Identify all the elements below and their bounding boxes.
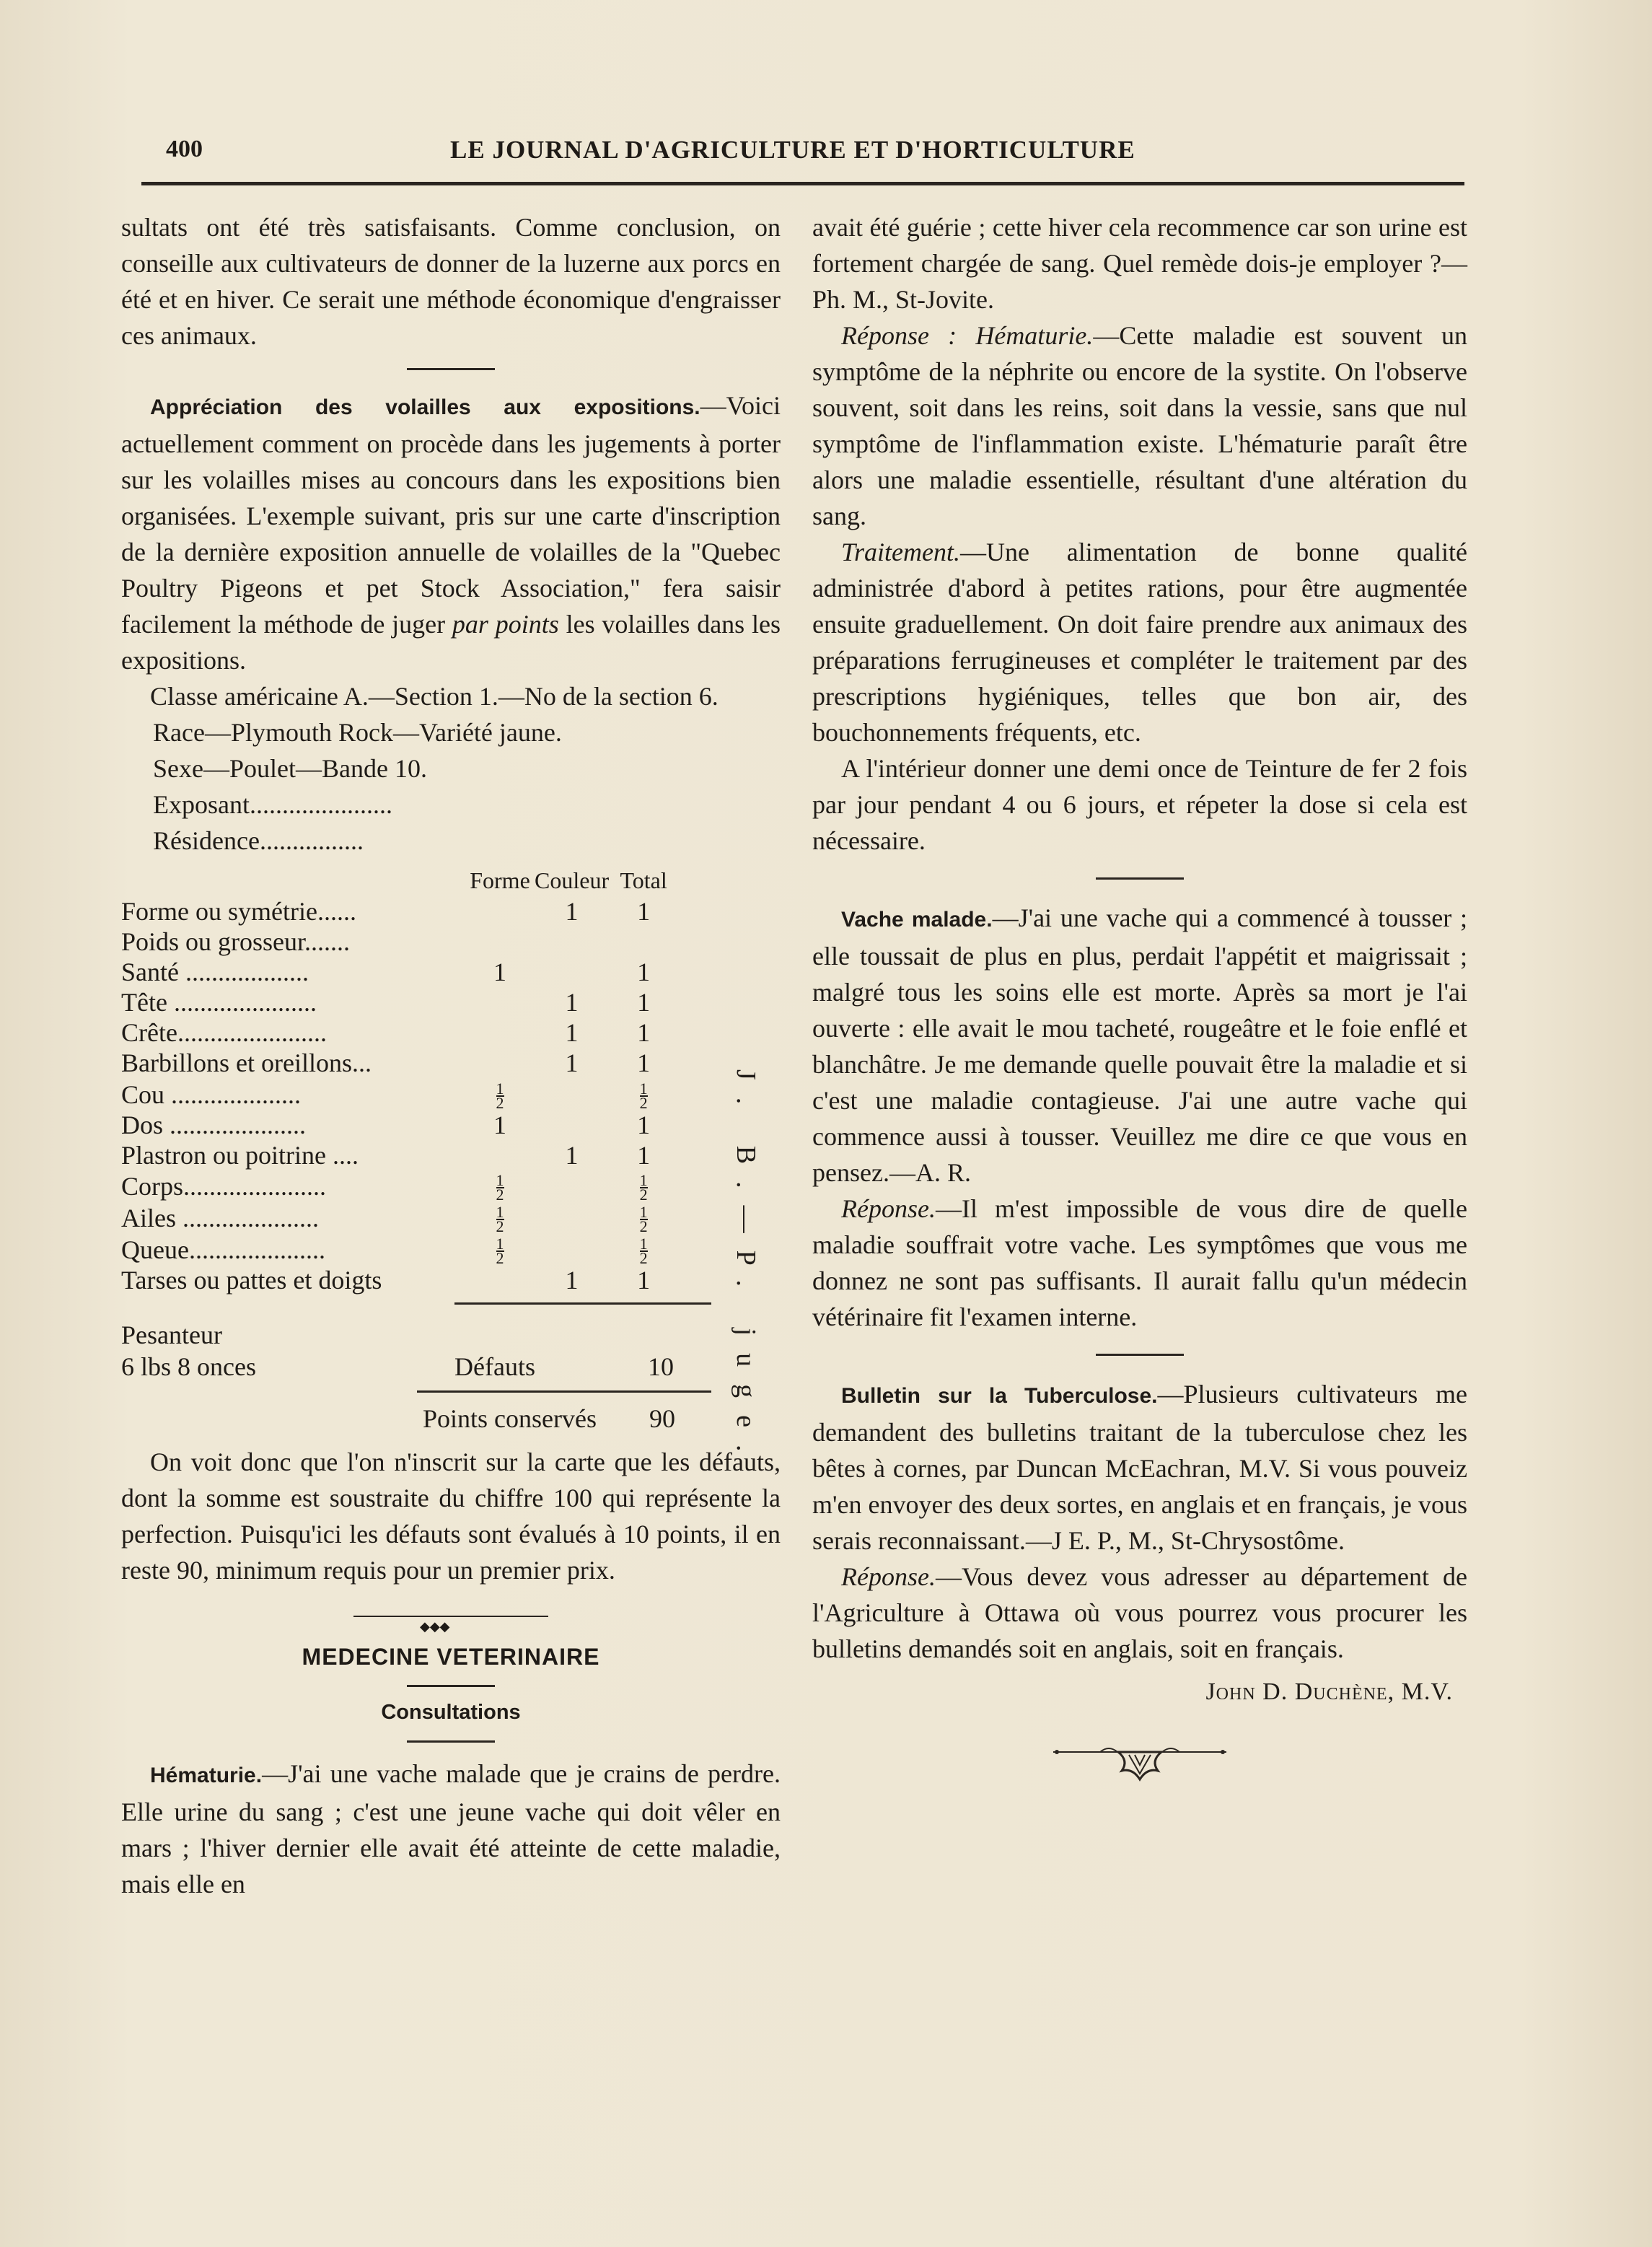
fraction-half: $\frac{1}{2}$ — [639, 1079, 648, 1112]
score-couleur: 1 — [565, 1140, 579, 1170]
bulletin-reponse-label: Réponse. — [841, 1562, 936, 1591]
score-forme — [466, 896, 534, 927]
header-total: Total — [620, 867, 667, 893]
exposant-line: Exposant...................... — [153, 790, 392, 819]
score-total: 1 — [637, 1018, 651, 1047]
score-row-label: Cou .................... — [121, 1079, 302, 1109]
score-row — [121, 1170, 677, 1202]
score-forme — [466, 987, 534, 1017]
score-total — [610, 927, 677, 957]
score-couleur — [534, 957, 610, 987]
score-couleur — [534, 927, 610, 957]
weight-value: 6 lbs 8 onces — [121, 1352, 256, 1381]
score-row — [121, 1078, 677, 1110]
score-row — [121, 896, 677, 927]
score-forme: 1 — [493, 958, 506, 986]
score-row — [121, 1110, 677, 1140]
ornament-divider — [353, 1616, 548, 1634]
subsection-title: Consultations — [381, 1700, 521, 1724]
total-rule — [417, 1390, 711, 1393]
score-row — [121, 987, 677, 1017]
title-rule — [407, 1685, 495, 1687]
signature: John D. Duchène, M.V. — [1205, 1678, 1453, 1705]
judge-text: J. B.—P. juge. — [731, 1069, 761, 1469]
separator-rule-3 — [1096, 1354, 1184, 1356]
score-row — [121, 1048, 677, 1078]
score-couleur — [534, 1170, 610, 1202]
page-number: 400 — [166, 136, 203, 162]
bulletin-heading: Bulletin sur la Tuberculose. — [841, 1384, 1158, 1408]
header-rule — [141, 182, 1464, 185]
score-row — [121, 1140, 677, 1170]
score-total — [610, 1078, 677, 1110]
score-row — [121, 1201, 677, 1233]
score-couleur — [534, 1078, 610, 1110]
vache-paragraph — [812, 900, 1467, 1191]
fraction-half: $\frac{1}{2}$ — [496, 1171, 504, 1204]
vache-reponse-text: —Il m'est impossible de vous dire de quelle maladie souffrait votre vache. Les symptômes que vous me donnez ne sont pas suffisants. Il aurait fallu qu'un médecin vétérinaire fit l'examen interne. — [812, 1194, 1467, 1331]
score-row-label: Crête....................... — [121, 1018, 327, 1047]
score-row-label: Forme ou symétrie...... — [121, 897, 356, 926]
ornament-glyph: ◆◆◆ — [420, 1619, 450, 1634]
separator-rule-2 — [1096, 877, 1184, 880]
bulletin-paragraph — [812, 1376, 1467, 1559]
score-row-label: Ailes ..................... — [121, 1204, 319, 1233]
score-total — [610, 1233, 677, 1265]
intro-paragraph: sultats ont été très satisfaisants. Comme conclusion, on conseille aux cultivateurs de donner de la luzerne aux porcs en été et en hiver. Ce serait une méthode économique d'engraisser ces animaux. — [121, 213, 781, 350]
score-couleur: 1 — [565, 988, 579, 1017]
vache-heading: Vache malade. — [841, 908, 993, 932]
pesanteur-label: Pesanteur — [121, 1320, 222, 1349]
score-couleur — [534, 1201, 610, 1233]
section-title: MEDECINE VETERINAIRE — [302, 1643, 600, 1670]
class-line: Classe américaine A.—Section 1.—No de la section 6. — [150, 682, 719, 711]
header-couleur: Couleur — [535, 867, 610, 893]
fraction-half: $\frac{1}{2}$ — [496, 1234, 504, 1267]
score-couleur: 1 — [565, 1018, 579, 1047]
score-forme — [466, 1170, 534, 1202]
score-couleur: 1 — [565, 897, 579, 926]
score-row-label: Corps...................... — [121, 1172, 327, 1201]
reponse1-text: —Cette maladie est souvent un symptôme de la néphrite ou encore de la systite. On l'observe souvent, soit dans les reins, soit dans la vessie, sans que nul symptôme de l'inflammation existe. L'hématurie paraît être alors une maladie essentielle, résultant d'une altération du sang. — [812, 321, 1467, 530]
poultry-paragraph — [121, 387, 781, 678]
vache-reponse — [812, 1191, 1467, 1335]
fraction-half: $\frac{1}{2}$ — [639, 1234, 648, 1267]
score-row-label: Queue..................... — [121, 1235, 325, 1264]
points-label: Points conservés — [423, 1403, 597, 1433]
reponse1-paragraph — [812, 317, 1467, 534]
score-forme — [466, 1265, 534, 1295]
points-value: 90 — [649, 1403, 675, 1433]
score-forme — [466, 1017, 534, 1048]
score-forme: 1 — [493, 1110, 506, 1139]
score-couleur — [534, 1233, 610, 1265]
score-forme — [466, 1201, 534, 1236]
fraction-half: $\frac{1}{2}$ — [639, 1203, 648, 1236]
score-total: 1 — [637, 897, 651, 926]
score-forme — [466, 1048, 534, 1078]
score-couleur: 1 — [565, 1048, 579, 1077]
vache-reponse-label: Réponse. — [841, 1194, 936, 1223]
score-total: 1 — [637, 1048, 651, 1077]
score-row — [121, 957, 677, 987]
hematurie-heading: Hématurie. — [150, 1763, 263, 1787]
score-row — [121, 1265, 677, 1295]
score-row — [121, 927, 677, 957]
score-row-label: Dos ..................... — [121, 1110, 307, 1139]
score-total: 1 — [637, 1265, 651, 1295]
page-header — [141, 136, 1464, 170]
score-total: 1 — [637, 1110, 651, 1139]
score-forme — [466, 1233, 534, 1265]
poultry-text-italic: par points — [452, 610, 559, 639]
race-line: Race—Plymouth Rock—Variété jaune. — [153, 718, 562, 747]
poultry-text-end: les volailles dans les expositions. — [121, 610, 781, 675]
judge-signature-vertical — [730, 1069, 773, 1469]
left-column — [121, 209, 781, 1902]
defauts-label: Défauts — [454, 1352, 535, 1381]
score-row — [121, 1017, 677, 1048]
interieur-paragraph: A l'intérieur donner une demi once de Teinture de fer 2 fois par jour pendant 4 ou 6 jours, et répeter la dose si cela est nécessaire. — [812, 754, 1467, 855]
score-row-label: Santé ................... — [121, 958, 309, 986]
fraction-half: $\frac{1}{2}$ — [639, 1171, 648, 1204]
bulletin-text: —Plusieurs cultivateurs me demandent des bulletins traitant de la tuberculose chez les bêtes à cornes, par Duncan McEachran, M.V. Si vous pouveiz m'en envoyer des deux sortes, en anglais et en français, je vous serais reconnaissant.—J E. P., M., St-Chrysostôme. — [812, 1380, 1467, 1555]
traitement-paragraph — [812, 534, 1467, 750]
poultry-text: —Voici actuellement comment on procède dans les jugements à porter sur les volailles mises au concours dans les expositions bien organisées. L'exemple suivant, pris sur une carte d'inscription de la dernière exposition annuelle de volailles de la "Quebec Poultry Pigeons et pet Stock Association," fera saisir facilement la méthode de juger — [121, 391, 781, 639]
header-forme: Forme — [470, 867, 530, 893]
hematurie-text: —J'ai une vache malade que je crains de perdre. Elle urine du sang ; c'est une jeune vache qui doit vêler en mars ; l'hiver dernier elle avait été atteinte de cette maladie, mais elle en — [121, 1758, 781, 1898]
bulletin-reponse — [812, 1559, 1467, 1667]
score-table — [121, 864, 677, 1295]
traitement-label: Traitement. — [841, 538, 961, 566]
tailpiece-ornament-icon — [1050, 1739, 1230, 1782]
score-row-label: Poids ou grosseur....... — [121, 927, 351, 956]
score-couleur — [534, 1110, 610, 1140]
journal-title: LE JOURNAL D'AGRICULTURE ET D'HORTICULTURE — [450, 136, 1135, 164]
score-forme — [466, 1078, 534, 1110]
score-total — [610, 1201, 677, 1236]
residence-line: Résidence................ — [153, 826, 364, 855]
subtitle-rule — [407, 1740, 495, 1743]
conclusion-paragraph: On voit donc que l'on n'inscrit sur la carte que les défauts, dont la somme est soustraite du chiffre 100 qui représente la perfection. Puisqu'ici les défauts sont évalués à 10 points, il en reste 90, minimum requis pour un premier prix. — [121, 1447, 781, 1585]
score-footer — [121, 1295, 781, 1440]
fraction-half: $\frac{1}{2}$ — [496, 1079, 504, 1112]
score-row-label: Tête ...................... — [121, 988, 317, 1017]
score-forme — [466, 927, 534, 957]
fraction-half: $\frac{1}{2}$ — [496, 1203, 504, 1236]
traitement-text: —Une alimentation de bonne qualité administrée d'abord à petites rations, pour être augmentée ensuite graduellement. On doit faire prendre aux animaux des préparations ferrugineuses et compléter le traitement par des prescriptions hygiéniques, telles que bon air, des bouchonnements fréquents, etc. — [812, 538, 1467, 747]
hematurie-paragraph — [121, 1756, 781, 1902]
poultry-heading: Appréciation des volailles aux expositions. — [150, 395, 700, 419]
score-forme — [466, 1140, 534, 1170]
score-couleur: 1 — [565, 1265, 579, 1295]
right-column — [812, 209, 1467, 1782]
score-total: 1 — [637, 988, 651, 1017]
score-total — [610, 1170, 677, 1202]
defauts-value: 10 — [648, 1352, 674, 1381]
sexe-line: Sexe—Poulet—Bande 10. — [153, 754, 427, 783]
score-table-header — [121, 864, 677, 896]
separator-rule — [407, 368, 495, 370]
bulletin-reponse-text: —Vous devez vous adresser au département de l'Agriculture à Ottawa où vous pourrez vous procurer les bulletins demandés soit en anglais, soit en français. — [812, 1562, 1467, 1663]
sum-rule — [454, 1302, 711, 1305]
score-row-label: Tarses ou pattes et doigts — [121, 1265, 382, 1295]
score-table-body — [121, 896, 677, 1295]
vache-text: —J'ai une vache qui a commencé à tousser ; elle toussait de plus en plus, perdait l'appétit et maigrissait ; malgré tous les soins elle est morte. Après sa mort je l'ai ouverte : elle avait le mou tacheté, rougeâtre et le foie enflé et blanchâtre. Je me demande quelle pouvait être la maladie et si c'est une maladie contagieuse. J'ai une autre vache qui commence aussi à tousser. Veuillez me dire ce que vous en pensez.—A. R. — [812, 903, 1468, 1187]
score-total: 1 — [637, 1140, 651, 1170]
continuation-paragraph: avait été guérie ; cette hiver cela recommence car son urine est fortement chargée de sang. Quel remède dois-je employer ?—Ph. M., St-Jovite. — [812, 213, 1467, 314]
score-row — [121, 1233, 677, 1265]
score-row-label: Barbillons et oreillons... — [121, 1048, 372, 1077]
score-row-label: Plastron ou poitrine .... — [121, 1140, 359, 1170]
score-total: 1 — [637, 958, 651, 986]
reponse1-label: Réponse : Hématurie. — [841, 321, 1094, 350]
